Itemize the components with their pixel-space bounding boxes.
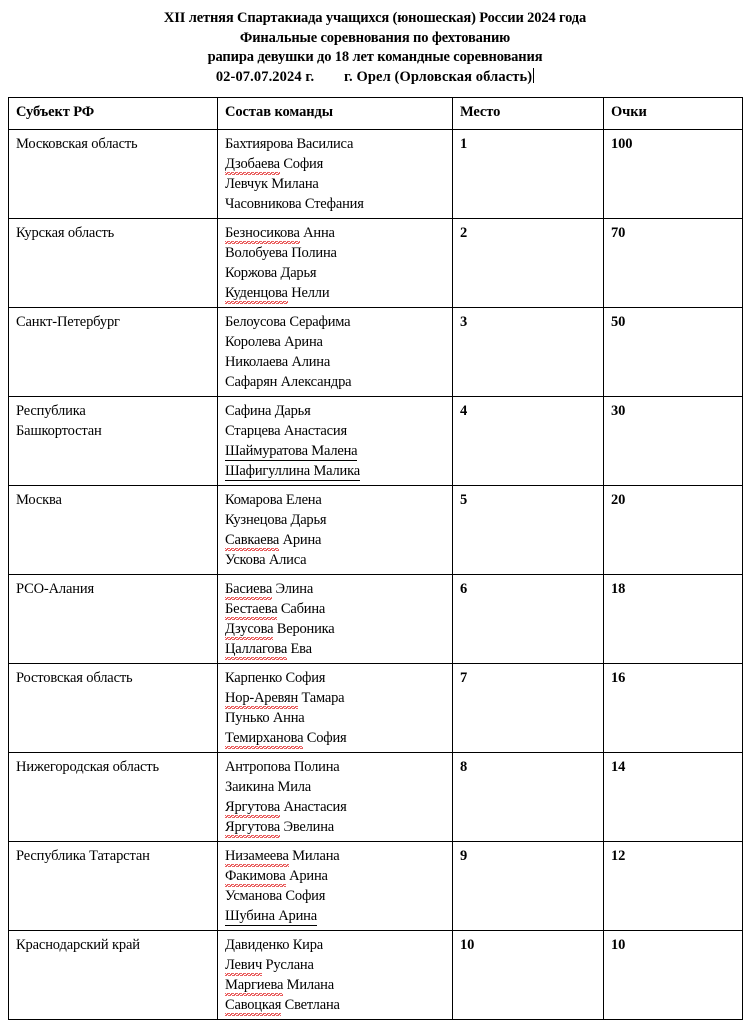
athlete-name xyxy=(225,174,452,194)
table-header xyxy=(9,98,743,130)
athlete-given-name: Дарья xyxy=(280,265,317,281)
athlete-list xyxy=(225,401,452,481)
athlete-given-name: Полина xyxy=(291,245,337,261)
athlete-surname: Дзусова xyxy=(225,621,274,637)
athlete-surname: Старцева xyxy=(225,423,281,439)
athlete-list xyxy=(225,134,452,214)
column-header-points: Очки xyxy=(604,98,743,130)
athlete-name xyxy=(225,332,452,352)
subject-line: Санкт-Петербург xyxy=(16,314,120,330)
athlete-name xyxy=(225,708,452,728)
athlete-given-name: Кира xyxy=(292,937,324,953)
athlete-surname: Волобуева xyxy=(225,245,288,261)
athlete-name xyxy=(225,639,452,659)
cell-team xyxy=(218,130,453,219)
cell-place: 3 xyxy=(453,308,604,397)
athlete-surname: Сафина xyxy=(225,403,272,419)
subject-line: Московская область xyxy=(16,136,138,152)
cell-team xyxy=(218,753,453,842)
title-line-3: рапира девушки до 18 лет командные соревнования xyxy=(207,49,543,65)
table-row xyxy=(9,664,743,753)
cell-place: 2 xyxy=(453,219,604,308)
athlete-given-name: Василиса xyxy=(296,136,354,152)
cell-team xyxy=(218,308,453,397)
cell-subject xyxy=(9,397,218,486)
subject-line: Краснодарский край xyxy=(16,937,140,953)
athlete-given-name: Тамара xyxy=(301,690,345,706)
table-row xyxy=(9,397,743,486)
athlete-surname: Яргутова xyxy=(225,819,281,835)
athlete-given-name: Алина xyxy=(291,354,331,370)
athlete-given-name: Сабина xyxy=(280,601,326,617)
athlete-given-name: Эвелина xyxy=(283,819,335,835)
subject-line: РСО-Алания xyxy=(16,581,95,597)
athlete-surname: Басиева xyxy=(225,581,273,597)
athlete-given-name: Серафима xyxy=(289,314,351,330)
cell-points: 10 xyxy=(604,931,743,1020)
cell-points: 12 xyxy=(604,842,743,931)
athlete-surname: Безносикова xyxy=(225,225,300,241)
cell-place: 10 xyxy=(453,931,604,1020)
athlete-list xyxy=(225,312,452,392)
athlete-surname: Пунько xyxy=(225,710,270,726)
athlete-name xyxy=(225,757,452,777)
cell-team xyxy=(218,664,453,753)
athlete-surname: Бестаева xyxy=(225,601,278,617)
athlete-surname: Антропова xyxy=(225,759,291,775)
athlete-given-name: Ева xyxy=(290,641,312,657)
athlete-surname: Нор-Аревян xyxy=(225,690,299,706)
athlete-surname: Белоусова xyxy=(225,314,286,330)
athlete-name xyxy=(225,283,452,303)
subject-line: Нижегородская область xyxy=(16,759,159,775)
athlete-surname: Яргутова xyxy=(225,799,281,815)
cell-place: 7 xyxy=(453,664,604,753)
athlete-name xyxy=(225,401,452,421)
athlete-given-name: Дарья xyxy=(274,403,311,419)
table-header-row xyxy=(9,98,743,130)
athlete-name xyxy=(225,441,452,461)
athlete-surname: Савоцкая xyxy=(225,997,282,1013)
column-header-place: Место xyxy=(453,98,604,130)
athlete-given-name: Милана xyxy=(286,977,334,993)
athlete-name xyxy=(225,550,452,570)
athlete-name xyxy=(225,995,452,1015)
athlete-list xyxy=(225,846,452,926)
athlete-surname: Темирханова xyxy=(225,730,304,746)
cell-subject xyxy=(9,753,218,842)
athlete-name xyxy=(225,312,452,332)
athlete-name xyxy=(225,372,452,392)
athlete-surname: Усманова xyxy=(225,888,282,904)
cell-points: 20 xyxy=(604,486,743,575)
athlete-name xyxy=(225,599,452,619)
cell-place: 9 xyxy=(453,842,604,931)
table-row xyxy=(9,842,743,931)
table-row xyxy=(9,931,743,1020)
athlete-name xyxy=(225,194,452,214)
subject-line: Москва xyxy=(16,492,62,508)
cell-subject xyxy=(9,130,218,219)
cell-points: 30 xyxy=(604,397,743,486)
athlete-given-name: Милана xyxy=(292,848,340,864)
athlete-surname: Николаева xyxy=(225,354,288,370)
athlete-given-name: Анастасия xyxy=(283,423,347,439)
athlete-list xyxy=(225,490,452,570)
athlete-name xyxy=(225,728,452,748)
cell-subject xyxy=(9,664,218,753)
athlete-given-name: София xyxy=(285,670,326,686)
cell-team xyxy=(218,931,453,1020)
athlete-given-name: София xyxy=(285,888,326,904)
athlete-given-name: Елена xyxy=(285,492,322,508)
athlete-name xyxy=(225,243,452,263)
athlete-surname: Низамеева xyxy=(225,848,289,864)
athlete-given-name: Арина xyxy=(289,868,328,884)
athlete-name xyxy=(225,906,452,926)
athlete-given-name: Арина xyxy=(278,908,317,924)
athlete-name xyxy=(225,688,452,708)
subject-line: Башкортостан xyxy=(16,423,102,439)
athlete-surname: Бахтиярова xyxy=(225,136,294,152)
athlete-list xyxy=(225,579,452,659)
athlete-surname: Кузнецова xyxy=(225,512,288,528)
cell-team xyxy=(218,842,453,931)
athlete-name xyxy=(225,846,452,866)
athlete-given-name: Элина xyxy=(275,581,314,597)
athlete-name xyxy=(225,263,452,283)
athlete-name xyxy=(225,975,452,995)
underlined-athlete-name xyxy=(225,907,317,926)
text-cursor-caret xyxy=(533,68,534,83)
athlete-list xyxy=(225,668,452,748)
athlete-surname: Факимова xyxy=(225,868,286,884)
athlete-given-name: София xyxy=(283,156,324,172)
athlete-name xyxy=(225,352,452,372)
athlete-given-name: Нелли xyxy=(291,285,330,301)
athlete-name xyxy=(225,668,452,688)
cell-subject xyxy=(9,575,218,664)
athlete-surname: Маргиева xyxy=(225,977,284,993)
athlete-given-name: Полина xyxy=(293,759,340,775)
cell-subject xyxy=(9,931,218,1020)
athlete-surname: Комарова xyxy=(225,492,283,508)
athlete-surname: Левич xyxy=(225,957,263,973)
athlete-name xyxy=(225,579,452,599)
athlete-surname: Заикина xyxy=(225,779,275,795)
athlete-surname: Шубина xyxy=(225,908,275,924)
cell-points: 14 xyxy=(604,753,743,842)
athlete-list xyxy=(225,223,452,303)
cell-subject xyxy=(9,308,218,397)
cell-team xyxy=(218,397,453,486)
athlete-name xyxy=(225,154,452,174)
column-header-subject: Субъект РФ xyxy=(9,98,218,130)
athlete-surname: Часовникова xyxy=(225,196,302,212)
athlete-given-name: Стефания xyxy=(304,196,364,212)
subject-line: Республика Татарстан xyxy=(16,848,150,864)
athlete-list xyxy=(225,757,452,837)
cell-place: 5 xyxy=(453,486,604,575)
athlete-surname: Куденцова xyxy=(225,285,288,301)
athlete-surname: Шафигуллина xyxy=(225,463,311,479)
athlete-name xyxy=(225,935,452,955)
athlete-given-name: Анна xyxy=(272,710,305,726)
athlete-given-name: Светлана xyxy=(284,997,340,1013)
title-line-1: XII летняя Спартакиада учащихся (юношеская) России 2024 года xyxy=(163,10,587,26)
athlete-name xyxy=(225,461,452,481)
title-line-4 xyxy=(0,68,750,88)
table-row xyxy=(9,130,743,219)
subject-line: Республика xyxy=(16,403,86,419)
cell-team xyxy=(218,575,453,664)
athlete-given-name: Алиса xyxy=(268,552,307,568)
athlete-surname: Сафарян xyxy=(225,374,278,390)
table-row xyxy=(9,753,743,842)
athlete-surname: Шаймуратова xyxy=(225,443,308,459)
athlete-list xyxy=(225,935,452,1015)
athlete-name xyxy=(225,619,452,639)
athlete-surname: Давиденко xyxy=(225,937,290,953)
athlete-given-name: Руслана xyxy=(265,957,314,973)
underlined-athlete-name xyxy=(225,442,357,461)
athlete-name xyxy=(225,777,452,797)
table-row xyxy=(9,308,743,397)
cell-place: 1 xyxy=(453,130,604,219)
athlete-name xyxy=(225,955,452,975)
table-row xyxy=(9,219,743,308)
cell-points: 50 xyxy=(604,308,743,397)
athlete-name xyxy=(225,510,452,530)
subject-line: Курская область xyxy=(16,225,115,241)
cell-points: 70 xyxy=(604,219,743,308)
athlete-name xyxy=(225,490,452,510)
athlete-given-name: Дарья xyxy=(290,512,327,528)
athlete-given-name: Малика xyxy=(313,463,360,479)
cell-place: 8 xyxy=(453,753,604,842)
cell-points: 100 xyxy=(604,130,743,219)
athlete-name xyxy=(225,817,452,837)
athlete-given-name: Мила xyxy=(277,779,312,795)
cell-subject xyxy=(9,486,218,575)
athlete-given-name: София xyxy=(306,730,347,746)
athlete-given-name: Малена xyxy=(311,443,358,459)
title-line-2: Финальные соревнования по фехтованию xyxy=(239,29,511,46)
cell-place: 4 xyxy=(453,397,604,486)
athlete-surname: Ускова xyxy=(225,552,266,568)
underlined-athlete-name xyxy=(225,462,360,481)
athlete-given-name: Арина xyxy=(284,334,323,350)
table-row xyxy=(9,575,743,664)
athlete-surname: Королева xyxy=(225,334,281,350)
athlete-name xyxy=(225,134,452,154)
document-title-block xyxy=(0,0,750,87)
title-line-4-text: 02-07.07.2024 г. г. Орел (Орловская область) xyxy=(215,68,533,85)
athlete-surname: Дзобаева xyxy=(225,156,280,172)
cell-points: 16 xyxy=(604,664,743,753)
cell-subject xyxy=(9,842,218,931)
athlete-given-name: Александра xyxy=(280,374,352,390)
results-table xyxy=(8,97,743,1020)
athlete-name xyxy=(225,223,452,243)
athlete-name xyxy=(225,866,452,886)
athlete-surname: Левчук xyxy=(225,176,268,192)
cell-place: 6 xyxy=(453,575,604,664)
subject-line: Ростовская область xyxy=(16,670,133,686)
column-header-team: Состав команды xyxy=(218,98,453,130)
athlete-given-name: Вероника xyxy=(276,621,335,637)
table-row xyxy=(9,486,743,575)
athlete-surname: Карпенко xyxy=(225,670,283,686)
athlete-name xyxy=(225,886,452,906)
athlete-given-name: Анна xyxy=(303,225,335,241)
athlete-surname: Коржова xyxy=(225,265,278,281)
athlete-name xyxy=(225,797,452,817)
results-table-container xyxy=(8,97,742,1020)
athlete-given-name: Арина xyxy=(282,532,322,548)
cell-points: 18 xyxy=(604,575,743,664)
athlete-name xyxy=(225,421,452,441)
athlete-given-name: Анастасия xyxy=(283,799,347,815)
cell-team xyxy=(218,219,453,308)
cell-team xyxy=(218,486,453,575)
athlete-given-name: Милана xyxy=(271,176,319,192)
athlete-surname: Савкаева xyxy=(225,532,280,548)
athlete-name xyxy=(225,530,452,550)
table-body xyxy=(9,130,743,1020)
cell-subject xyxy=(9,219,218,308)
athlete-surname: Цаллагова xyxy=(225,641,288,657)
